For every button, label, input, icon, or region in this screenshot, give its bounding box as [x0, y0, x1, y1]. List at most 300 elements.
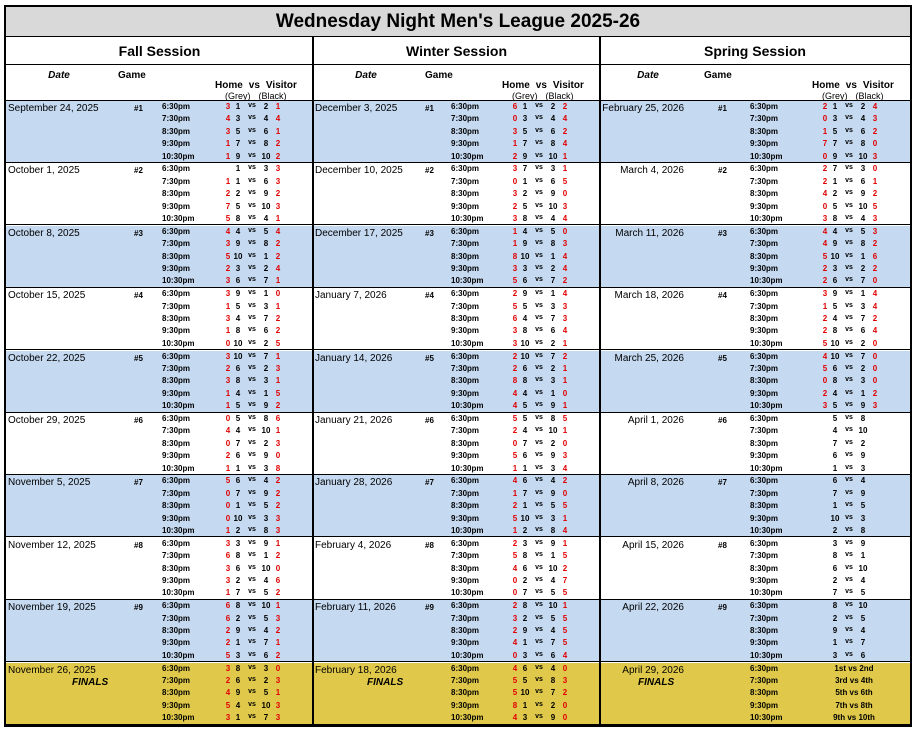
visitor-score: 2: [872, 263, 878, 273]
visitor-team: 9: [860, 189, 866, 199]
visitor-score: 0: [562, 438, 568, 448]
visitor-score: 4: [872, 102, 878, 111]
visitor-score: 3: [562, 675, 568, 685]
home-score: 2: [512, 201, 518, 211]
visitor-score: 3: [562, 313, 568, 323]
visitor-header: Visitor: [265, 80, 297, 91]
home-team: 5: [522, 201, 528, 211]
time-slot: 7:30pm: [162, 114, 191, 124]
jersey-colors: [225, 91, 287, 101]
vs-label: vs: [248, 226, 256, 234]
visitor-team: 10: [858, 201, 868, 211]
vs-label: vs: [248, 102, 256, 109]
match-slot: [600, 351, 910, 363]
match-slot: [6, 213, 313, 225]
match-slot: [6, 463, 313, 475]
home-team: 4: [235, 313, 241, 323]
visitor-team: 2: [860, 338, 866, 348]
vs-label: vs: [248, 201, 256, 209]
match-slot: [600, 201, 910, 213]
match-slot: [600, 663, 910, 675]
time-slot: 10:30pm: [750, 588, 783, 598]
visitor-score: 2: [275, 401, 281, 411]
time-slot: 9:30pm: [162, 451, 191, 461]
finals-label: FINALS: [72, 676, 109, 688]
home-team: 10: [520, 688, 530, 698]
vs-label: vs: [248, 675, 256, 683]
night-date: October 8, 2025: [8, 227, 80, 239]
vs-label: vs: [535, 351, 543, 359]
visitor-score: 3: [275, 613, 281, 623]
home-score: 5: [512, 688, 518, 698]
home-score: 0: [822, 201, 828, 211]
vs-label: vs: [845, 176, 853, 184]
time-slot: 7:30pm: [451, 613, 480, 623]
visitor-score: 5: [562, 613, 568, 623]
match-slot: [313, 663, 600, 675]
visitor-score: 0: [562, 189, 568, 199]
night-date: October 15, 2025: [8, 290, 86, 302]
home-team: 1: [522, 463, 528, 473]
visitor-team: 3: [550, 463, 556, 473]
vs-label: vs: [248, 501, 256, 509]
match-slot: [313, 675, 600, 687]
visitor-team: 7: [263, 638, 269, 648]
visitor-team: 2: [550, 438, 556, 448]
vs-label: vs: [248, 538, 256, 546]
night-date: December 17, 2025: [315, 227, 403, 239]
home-team: 1: [832, 638, 838, 648]
home-score: 6: [225, 601, 231, 611]
game-night: [6, 163, 313, 225]
home-team: 1: [235, 176, 241, 186]
time-slot: 8:30pm: [750, 563, 779, 573]
match-slot: [6, 325, 313, 337]
time-slot: 6:30pm: [162, 538, 191, 548]
vs-header: vs: [845, 80, 857, 91]
home-team: 8: [832, 601, 838, 611]
vs-label: vs: [535, 525, 543, 533]
game-number: #4: [134, 291, 143, 301]
visitor-score: 3: [275, 176, 281, 186]
home-team: 8: [832, 326, 838, 336]
home-team: 5: [522, 301, 528, 311]
time-slot: 7:30pm: [750, 363, 779, 373]
time-slot: 10:30pm: [162, 401, 195, 411]
match-slot: [313, 525, 600, 537]
home-score: 0: [822, 114, 828, 124]
night-date: November 19, 2025: [8, 602, 96, 614]
match-slot: [6, 400, 313, 412]
visitor-score: 4: [275, 114, 281, 124]
home-team: 4: [832, 226, 838, 236]
home-score: 4: [822, 239, 828, 249]
time-slot: 10:30pm: [162, 213, 195, 223]
game-number: #9: [425, 603, 434, 613]
vs-label: vs: [535, 625, 543, 633]
vs-label: vs: [535, 613, 543, 621]
vs-label: vs: [535, 401, 543, 409]
home-team: 9: [832, 151, 838, 161]
match-slot: [313, 475, 600, 487]
visitor-team: 9: [550, 713, 556, 723]
visitor-team: 7: [263, 276, 269, 286]
home-team: 3: [235, 650, 241, 660]
visitor-score: 1: [275, 301, 281, 311]
vs-label: vs: [248, 700, 256, 708]
home-team: 9: [832, 239, 838, 249]
home-team: 1: [522, 700, 528, 710]
match-slot: [313, 600, 600, 612]
time-slot: 7:30pm: [162, 426, 191, 436]
match-slot: [600, 375, 910, 387]
home-team: 1: [235, 102, 241, 111]
visitor-team: 3: [860, 463, 866, 473]
home-score: 2: [512, 625, 518, 635]
home-team: 8: [522, 551, 528, 561]
match-slot: [6, 188, 313, 200]
visitor-team: 8: [263, 525, 269, 535]
visitor-team: 6: [263, 650, 269, 660]
home-team: 9: [522, 151, 528, 161]
time-slot: 9:30pm: [750, 575, 779, 585]
home-team: 4: [235, 388, 241, 398]
home-team: 2: [235, 189, 241, 199]
home-score: 4: [822, 189, 828, 199]
time-slot: 10:30pm: [750, 525, 783, 535]
game-number: #9: [718, 603, 727, 613]
visitor-score: 0: [562, 663, 568, 673]
match-slot: [600, 313, 910, 325]
time-slot: 10:30pm: [750, 713, 783, 723]
visitor-score: 4: [275, 226, 281, 236]
vs-label: vs: [535, 164, 543, 172]
vs-label: vs: [845, 426, 853, 434]
night-date: April 22, 2026: [622, 602, 684, 614]
match-slot: [313, 325, 600, 337]
time-slot: 8:30pm: [162, 376, 191, 386]
visitor-score: 2: [275, 239, 281, 249]
home-score: 2: [822, 263, 828, 273]
game-number: #7: [718, 478, 727, 488]
visitor-score: 1: [562, 601, 568, 611]
match-slot: [600, 400, 910, 412]
visitor-team: 8: [550, 239, 556, 249]
vs-label: vs: [845, 301, 853, 309]
home-team: 9: [235, 688, 241, 698]
match-slot: [600, 176, 910, 188]
game-night: [600, 475, 910, 537]
match-slot: [600, 475, 910, 487]
visitor-team: 3: [263, 164, 269, 174]
home-score: 3: [225, 313, 231, 323]
game-night: [6, 538, 313, 600]
visitor-score: 2: [872, 239, 878, 249]
time-slot: 7:30pm: [162, 551, 191, 561]
visitor-team: 9: [550, 488, 556, 498]
game-night: [313, 163, 600, 225]
visitor-score: 2: [872, 388, 878, 398]
schedule-sheet: [4, 5, 912, 727]
home-team: 8: [235, 213, 241, 223]
home-team: 5: [235, 414, 241, 423]
home-score: 3: [225, 289, 231, 299]
visitor-team: 1: [550, 551, 556, 561]
time-slot: 10:30pm: [750, 650, 783, 660]
time-slot: 9:30pm: [451, 139, 480, 149]
vs-label: vs: [535, 688, 543, 696]
home-score: 1: [225, 525, 231, 535]
visitor-team: 9: [263, 488, 269, 498]
home-team: 6: [522, 451, 528, 461]
game-number: #8: [718, 540, 727, 550]
match-slot: [313, 226, 600, 238]
home-header: Home: [215, 80, 243, 91]
time-slot: 8:30pm: [162, 251, 191, 261]
match-slot: [600, 263, 910, 275]
vs-label: vs: [845, 363, 853, 371]
home-team: 1: [235, 164, 241, 174]
visitor-team: 6: [860, 650, 866, 660]
match-slot: [313, 650, 600, 662]
match-slot: [313, 687, 600, 699]
home-score: 2: [512, 289, 518, 299]
visitor-team: 2: [263, 263, 269, 273]
vs-label: vs: [535, 126, 543, 134]
vs-label: vs: [535, 376, 543, 384]
time-slot: 7:30pm: [750, 114, 779, 124]
home-score: 2: [512, 351, 518, 361]
visitor-team: 10: [261, 601, 271, 611]
visitor-team: 3: [860, 301, 866, 311]
visitor-score: 3: [872, 401, 878, 411]
time-slot: 10:30pm: [451, 713, 484, 723]
time-slot: 7:30pm: [750, 551, 779, 561]
visitor-score: 0: [275, 563, 281, 573]
home-team: 9: [235, 625, 241, 635]
home-team: 5: [832, 414, 838, 423]
home-team: 5: [832, 301, 838, 311]
visitor-score: 3: [562, 239, 568, 249]
match-slot: [313, 113, 600, 125]
home-score: 4: [512, 563, 518, 573]
time-slot: 7:30pm: [451, 426, 480, 436]
vs-label: vs: [248, 551, 256, 559]
vs-label: vs: [248, 563, 256, 571]
match-slot: [600, 301, 910, 313]
visitor-team: 4: [263, 114, 269, 124]
visitor-score: 0: [872, 139, 878, 149]
match-slot: [313, 363, 600, 375]
vs-label: vs: [845, 102, 853, 109]
home-score: 0: [512, 650, 518, 660]
home-score: 2: [822, 326, 828, 336]
game-number: #1: [134, 104, 143, 113]
time-slot: 9:30pm: [162, 326, 191, 336]
home-team: 4: [522, 426, 528, 436]
vs-label: vs: [535, 513, 543, 521]
match-slot: [313, 313, 600, 325]
time-slot: 6:30pm: [750, 351, 779, 361]
home-score: 5: [225, 213, 231, 223]
game-number: #6: [134, 416, 143, 425]
time-slot: 9:30pm: [162, 513, 191, 523]
vs-label: vs: [248, 451, 256, 459]
visitor-team: 10: [261, 700, 271, 710]
home-team: 7: [235, 588, 241, 598]
home-team: 8: [235, 663, 241, 673]
vs-label: vs: [248, 376, 256, 384]
match-slot: [600, 288, 910, 300]
game-night: [313, 351, 600, 413]
date-header: Date: [637, 70, 659, 81]
home-score: 4: [512, 388, 518, 398]
visitor-team: 2: [860, 102, 866, 111]
vs-label: vs: [248, 276, 256, 284]
home-score: 6: [225, 613, 231, 623]
home-team: 10: [830, 513, 840, 523]
home-score: 5: [225, 251, 231, 261]
visitor-team: 1: [263, 251, 269, 261]
match-slot: [313, 550, 600, 562]
home-team: 2: [235, 613, 241, 623]
time-slot: 6:30pm: [451, 351, 480, 361]
home-score: 3: [225, 102, 231, 111]
visitor-team: 10: [548, 201, 558, 211]
finals-matchup: 9th vs 10th: [833, 713, 875, 723]
home-team: 6: [235, 675, 241, 685]
visitor-score: 3: [275, 201, 281, 211]
home-score: 3: [225, 563, 231, 573]
match-slot: [600, 488, 910, 500]
match-slot: [6, 301, 313, 313]
home-score: 6: [512, 313, 518, 323]
match-slot: [6, 425, 313, 437]
game-number: #1: [425, 104, 434, 113]
visitor-team: 9: [860, 488, 866, 498]
match-slot: [600, 613, 910, 625]
visitor-score: 1: [562, 538, 568, 548]
time-slot: 6:30pm: [451, 226, 480, 236]
game-night: [600, 288, 910, 350]
vs-label: vs: [845, 538, 853, 546]
home-score: 3: [225, 126, 231, 136]
game-number: #9: [134, 603, 143, 613]
time-slot: 10:30pm: [162, 713, 195, 723]
visitor-team: 8: [263, 414, 269, 423]
visitor-team: 2: [263, 675, 269, 685]
vs-label: vs: [845, 226, 853, 234]
night-date: November 5, 2025: [8, 477, 91, 489]
game-night: [600, 163, 910, 225]
visitor-team: 5: [550, 588, 556, 598]
vs-label: vs: [535, 251, 543, 259]
time-slot: 8:30pm: [451, 688, 480, 698]
time-slot: 9:30pm: [750, 388, 779, 398]
visitor-score: 1: [275, 102, 281, 111]
vs-label: vs: [248, 650, 256, 658]
game-night: [6, 475, 313, 537]
home-team: 5: [832, 126, 838, 136]
home-score: 5: [822, 363, 828, 373]
time-slot: 6:30pm: [750, 226, 779, 236]
game-number: #5: [425, 353, 434, 363]
visitor-team: 7: [550, 276, 556, 286]
vs-label: vs: [845, 625, 853, 633]
time-slot: 6:30pm: [750, 601, 779, 611]
visitor-team: 7: [263, 313, 269, 323]
visitor-team: 8: [860, 139, 866, 149]
time-slot: 9:30pm: [750, 700, 779, 710]
night-date: February 25, 2026: [602, 103, 684, 114]
game-night: [600, 663, 910, 725]
home-team: 7: [832, 588, 838, 598]
match-slot: [6, 675, 313, 687]
match-slot: [600, 625, 910, 637]
home-team: 1: [522, 638, 528, 648]
home-score: 3: [225, 713, 231, 723]
vs-label: vs: [845, 551, 853, 559]
match-slot: [600, 151, 910, 163]
home-team: 8: [832, 376, 838, 386]
visitor-team: 2: [550, 102, 556, 111]
time-slot: 10:30pm: [162, 463, 195, 473]
game-number: #3: [425, 228, 434, 238]
visitor-team: 5: [263, 501, 269, 511]
home-visitor-header: [812, 80, 894, 91]
visitor-team: 9: [263, 538, 269, 548]
home-score: 3: [822, 289, 828, 299]
home-score: 2: [822, 276, 828, 286]
vs-label: vs: [845, 638, 853, 646]
vs-label: vs: [535, 551, 543, 559]
visitor-score: 2: [872, 313, 878, 323]
match-slot: [313, 176, 600, 188]
visitor-score: 1: [562, 363, 568, 373]
match-slot: [600, 637, 910, 649]
visitor-score: 3: [872, 151, 878, 161]
visitor-team: 4: [550, 625, 556, 635]
vs-label: vs: [845, 313, 853, 321]
night-date: December 3, 2025: [315, 103, 398, 114]
visitor-team: 8: [550, 675, 556, 685]
time-slot: 6:30pm: [162, 226, 191, 236]
vs-label: vs: [248, 301, 256, 309]
time-slot: 10:30pm: [750, 401, 783, 411]
visitor-score: 0: [562, 226, 568, 236]
time-slot: 8:30pm: [750, 376, 779, 386]
game-number: #8: [134, 540, 143, 550]
home-team: 8: [235, 326, 241, 336]
match-slot: [6, 587, 313, 599]
vs-label: vs: [535, 675, 543, 683]
time-slot: 8:30pm: [750, 688, 779, 698]
black-label: (Black): [545, 91, 574, 101]
visitor-team: 6: [550, 126, 556, 136]
time-slot: 10:30pm: [451, 463, 484, 473]
match-slot: [600, 600, 910, 612]
visitor-team: 9: [263, 189, 269, 199]
visitor-team: 7: [550, 351, 556, 361]
visitor-score: 0: [872, 164, 878, 174]
visitor-team: 3: [263, 376, 269, 386]
visitor-score: 0: [562, 488, 568, 498]
time-slot: 10:30pm: [162, 151, 195, 161]
vs-label: vs: [248, 426, 256, 434]
game-number: #3: [718, 228, 727, 238]
home-score: 5: [225, 650, 231, 660]
home-team: 9: [522, 239, 528, 249]
